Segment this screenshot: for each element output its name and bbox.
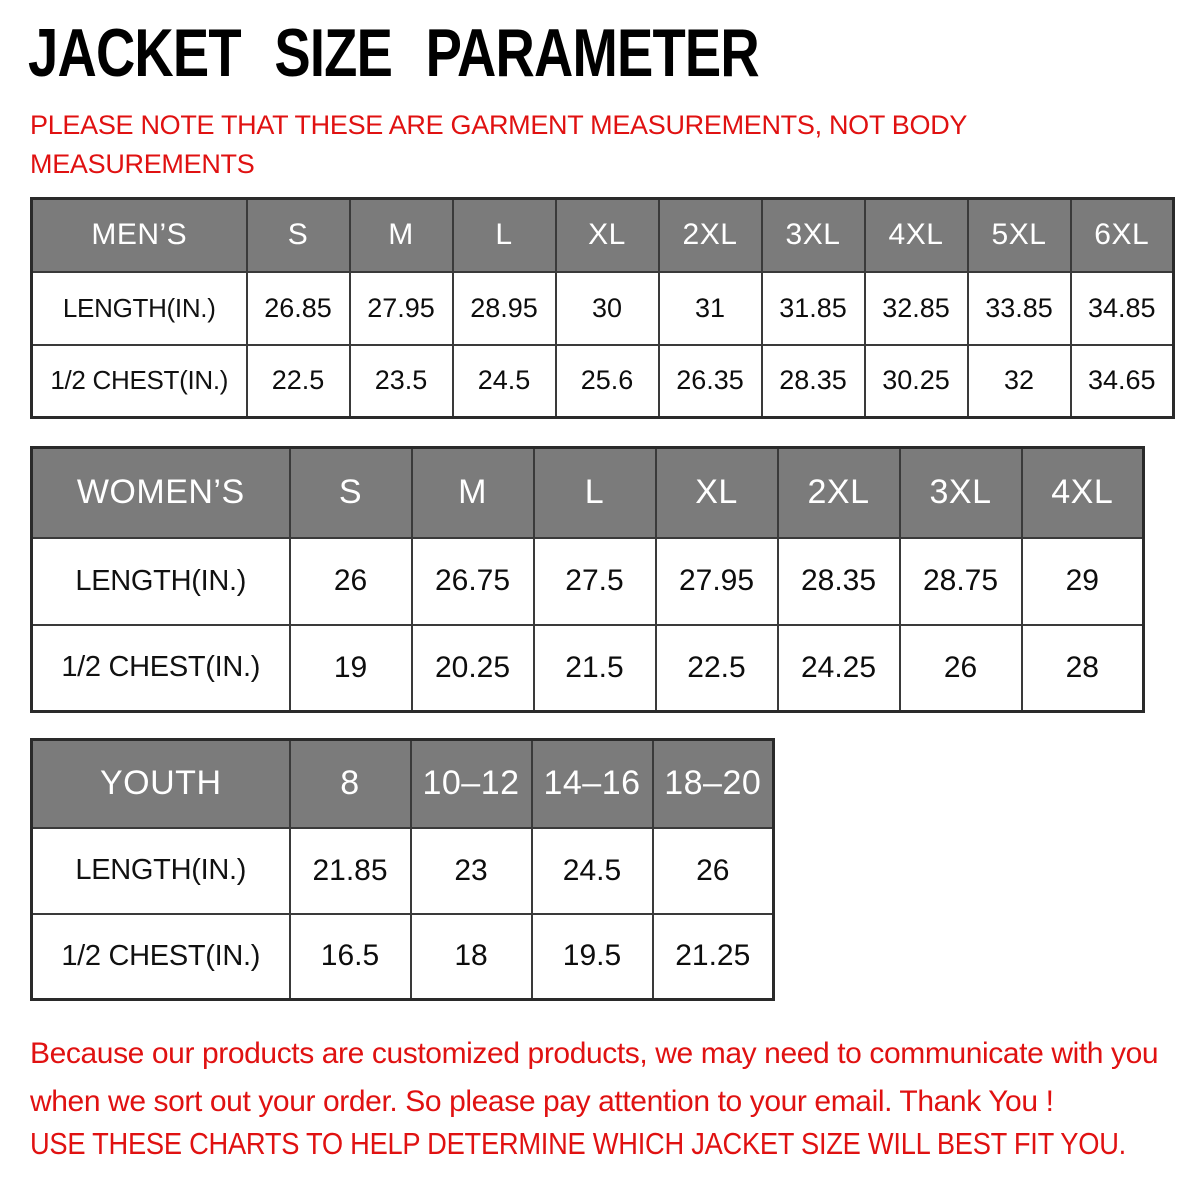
youth-data-row — [32, 914, 774, 1000]
note-line: MEASUREMENTS — [30, 149, 255, 179]
footer-line: Because our products are customized products, we may need to communicate with you — [30, 1037, 1159, 1070]
womens-value-cell: 26 — [290, 538, 412, 625]
womens-value-cell: 27.5 — [534, 538, 656, 625]
womens-size-col-header: XL — [656, 448, 778, 538]
mens-value-cell: 31 — [659, 272, 762, 345]
youth-value-cell: 23 — [411, 828, 532, 914]
womens-size-table — [30, 446, 1145, 713]
womens-value-cell: 28.35 — [778, 538, 900, 625]
youth-table-title: YOUTH — [32, 740, 290, 828]
womens-row-label: 1/2 CHEST(IN.) — [32, 625, 290, 712]
womens-data-row — [32, 538, 1144, 625]
mens-value-cell: 33.85 — [968, 272, 1071, 345]
womens-value-cell: 21.5 — [534, 625, 656, 712]
womens-value-cell: 26 — [900, 625, 1022, 712]
womens-size-col-header: 2XL — [778, 448, 900, 538]
mens-value-cell: 22.5 — [247, 345, 350, 418]
page-title: JACKET SIZE PARAMETER — [28, 15, 759, 91]
mens-size-col-header: 6XL — [1071, 199, 1174, 272]
youth-size-col-header: 10–12 — [411, 740, 532, 828]
youth-value-cell: 16.5 — [290, 914, 411, 1000]
mens-size-col-header: 2XL — [659, 199, 762, 272]
youth-size-col-header: 14–16 — [532, 740, 653, 828]
womens-value-cell: 19 — [290, 625, 412, 712]
womens-row-label: LENGTH(IN.) — [32, 538, 290, 625]
womens-value-cell: 28.75 — [900, 538, 1022, 625]
womens-size-col-header: 3XL — [900, 448, 1022, 538]
mens-value-cell: 25.6 — [556, 345, 659, 418]
mens-size-col-header: 5XL — [968, 199, 1071, 272]
mens-data-row — [32, 272, 1174, 345]
mens-size-table — [30, 197, 1175, 419]
womens-table-title: WOMEN’S — [32, 448, 290, 538]
mens-value-cell: 34.85 — [1071, 272, 1174, 345]
mens-value-cell: 28.35 — [762, 345, 865, 418]
womens-value-cell: 22.5 — [656, 625, 778, 712]
youth-value-cell: 26 — [653, 828, 774, 914]
youth-row-label: LENGTH(IN.) — [32, 828, 290, 914]
mens-size-col-header: 3XL — [762, 199, 865, 272]
mens-value-cell: 30 — [556, 272, 659, 345]
mens-value-cell: 23.5 — [350, 345, 453, 418]
mens-size-col-header: XL — [556, 199, 659, 272]
mens-value-cell: 26.35 — [659, 345, 762, 418]
womens-size-col-header: L — [534, 448, 656, 538]
garment-measurement-note — [30, 106, 967, 184]
womens-value-cell: 28 — [1022, 625, 1144, 712]
womens-header-row — [32, 448, 1144, 538]
mens-data-row — [32, 345, 1174, 418]
mens-size-col-header: 4XL — [865, 199, 968, 272]
mens-header-row — [32, 199, 1174, 272]
womens-value-cell: 27.95 — [656, 538, 778, 625]
youth-value-cell: 19.5 — [532, 914, 653, 1000]
womens-value-cell: 29 — [1022, 538, 1144, 625]
womens-value-cell: 20.25 — [412, 625, 534, 712]
mens-value-cell: 32.85 — [865, 272, 968, 345]
mens-value-cell: 24.5 — [453, 345, 556, 418]
youth-header-row — [32, 740, 774, 828]
mens-value-cell: 31.85 — [762, 272, 865, 345]
mens-size-col-header: M — [350, 199, 453, 272]
womens-size-col-header: M — [412, 448, 534, 538]
mens-value-cell: 28.95 — [453, 272, 556, 345]
youth-row-label: 1/2 CHEST(IN.) — [32, 914, 290, 1000]
mens-value-cell: 27.95 — [350, 272, 453, 345]
mens-size-col-header: L — [453, 199, 556, 272]
youth-value-cell: 21.25 — [653, 914, 774, 1000]
womens-data-row — [32, 625, 1144, 712]
youth-size-col-header: 8 — [290, 740, 411, 828]
youth-value-cell: 18 — [411, 914, 532, 1000]
mens-value-cell: 34.65 — [1071, 345, 1174, 418]
youth-size-table — [30, 738, 775, 1001]
youth-value-cell: 21.85 — [290, 828, 411, 914]
youth-size-col-header: 18–20 — [653, 740, 774, 828]
youth-data-row — [32, 828, 774, 914]
mens-table-title: MEN’S — [32, 199, 247, 272]
footer-line: when we sort out your order. So please pay attention to your email. Thank You ! — [30, 1085, 1054, 1118]
womens-value-cell: 24.25 — [778, 625, 900, 712]
womens-size-col-header: S — [290, 448, 412, 538]
mens-row-label: 1/2 CHEST(IN.) — [32, 345, 247, 418]
customization-communication-note — [30, 1030, 1158, 1126]
womens-value-cell: 26.75 — [412, 538, 534, 625]
mens-value-cell: 30.25 — [865, 345, 968, 418]
mens-value-cell: 32 — [968, 345, 1071, 418]
chart-usage-note: USE THESE CHARTS TO HELP DETERMINE WHICH JACKET SIZE WILL BEST FIT YOU. — [30, 1126, 1126, 1161]
youth-value-cell: 24.5 — [532, 828, 653, 914]
mens-value-cell: 26.85 — [247, 272, 350, 345]
mens-row-label: LENGTH(IN.) — [32, 272, 247, 345]
womens-size-col-header: 4XL — [1022, 448, 1144, 538]
note-line: PLEASE NOTE THAT THESE ARE GARMENT MEASUREMENTS, NOT BODY — [30, 110, 968, 140]
mens-size-col-header: S — [247, 199, 350, 272]
